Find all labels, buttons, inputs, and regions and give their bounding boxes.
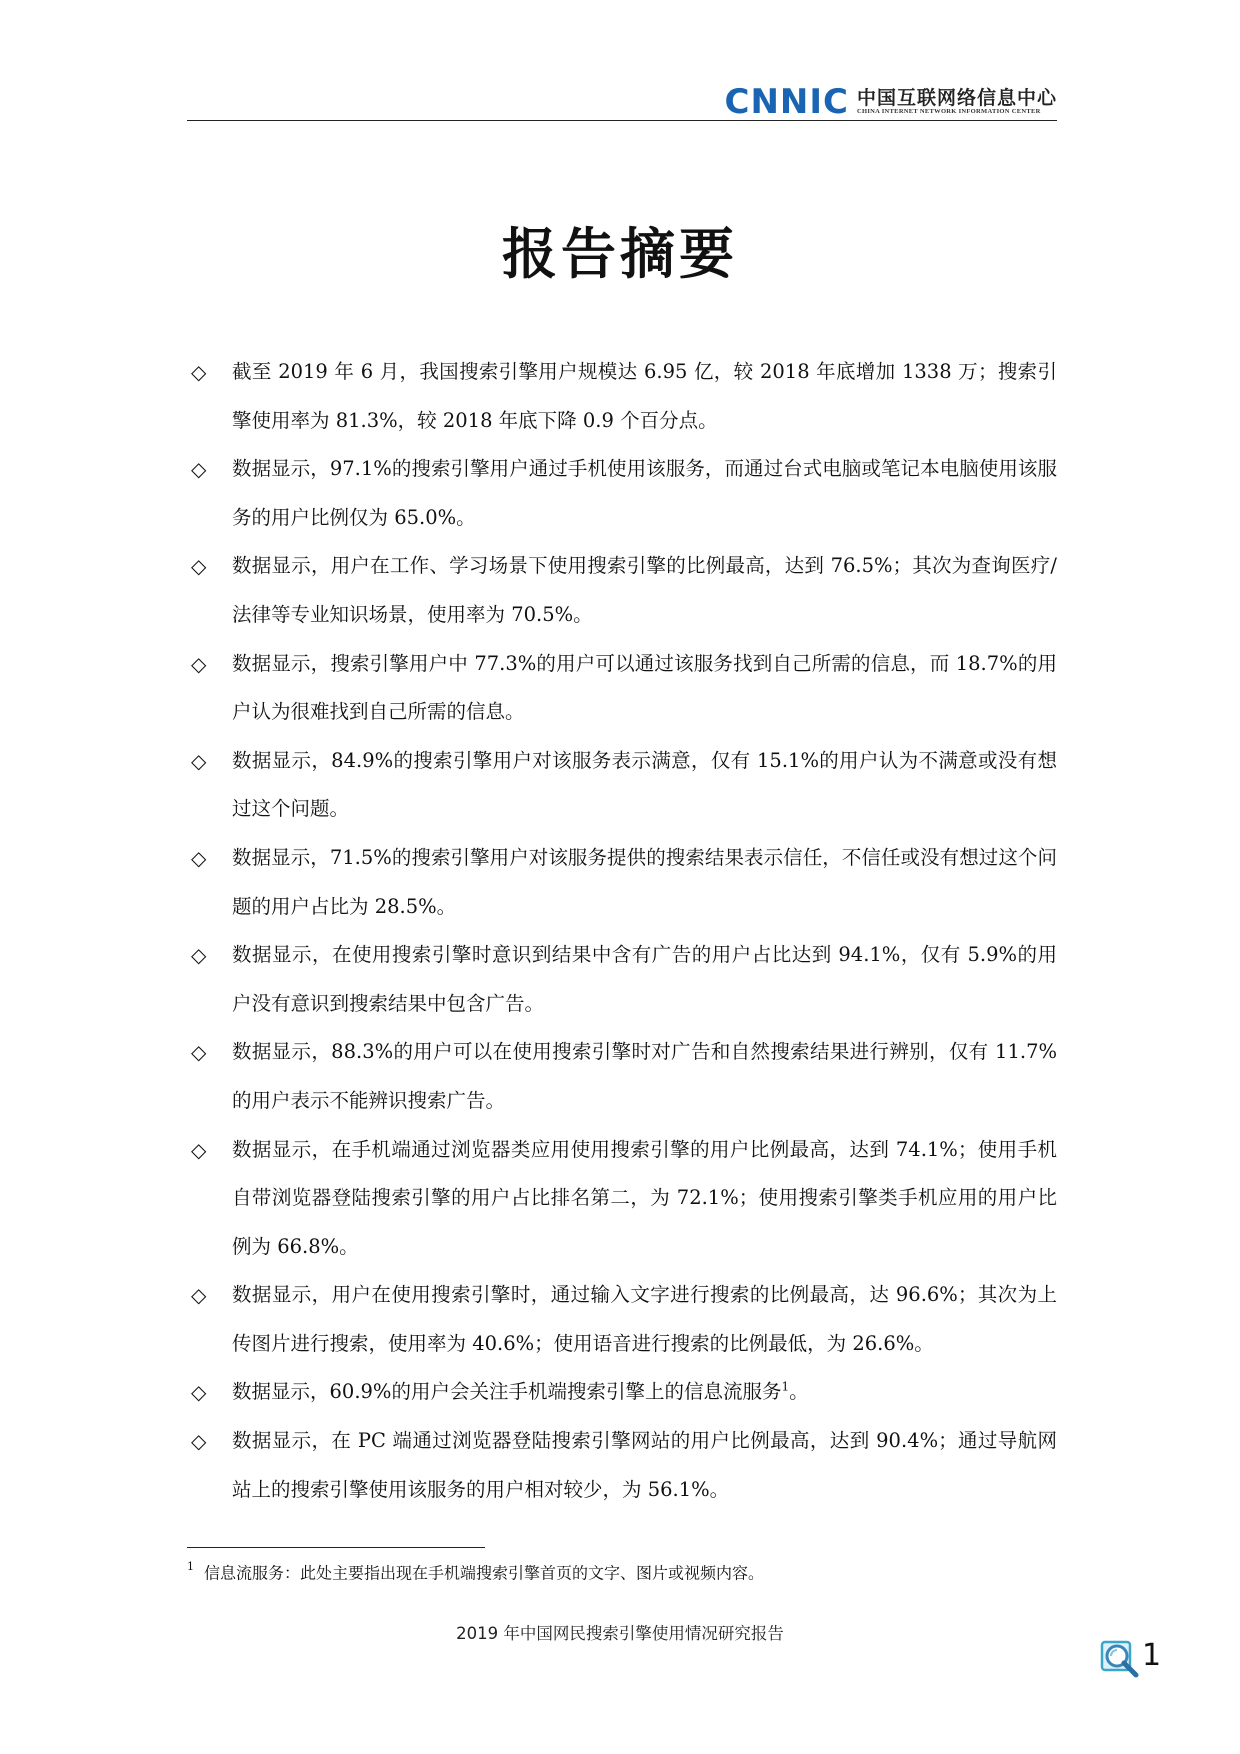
bullet-text: 数据显示，在使用搜索引擎时意识到结果中含有广告的用户占比达到 94.1%，仅有 5.9%的用户没有意识到搜索结果中包含广告。	[232, 943, 1057, 1015]
footnote	[187, 1556, 1057, 1586]
diamond-bullet-icon: ◇	[191, 845, 207, 870]
summary-bullet	[187, 542, 1057, 639]
summary-bullet	[187, 445, 1057, 542]
bullet-text: 数据显示，71.5%的搜索引擎用户对该服务提供的搜索结果表示信任，不信任或没有想过这个问题的用户占比为 28.5%。	[232, 845, 1057, 918]
summary-bullet	[187, 737, 1057, 834]
header-divider	[187, 120, 1057, 121]
footnote-divider	[187, 1547, 485, 1548]
bullet-text: 截至 2019 年 6 月，我国搜索引擎用户规模达 6.95 亿，较 2018 年底增加 1338 万；搜索引擎使用率为 81.3%，较 2018 年底下降 0.9 个百分点。	[232, 360, 1057, 432]
summary-bullet	[187, 1368, 1057, 1417]
summary-bullet	[187, 931, 1057, 1028]
bullet-text: 数据显示，搜索引擎用户中 77.3%的用户可以通过该服务找到自己所需的信息，而 18.7%的用户认为很难找到自己所需的信息。	[232, 651, 1057, 724]
diamond-bullet-icon: ◇	[191, 1380, 207, 1405]
bullet-text: 数据显示，84.9%的搜索引擎用户对该服务表示满意，仅有 15.1%的用户认为不满意或没有想过这个问题。	[232, 748, 1057, 821]
bullet-text: 数据显示，97.1%的搜索引擎用户通过手机使用该服务，而通过台式电脑或笔记本电脑使用该服务的用户比例仅为 65.0%。	[232, 457, 1057, 529]
page-header	[187, 82, 1057, 122]
footnote-reference: 1	[781, 1379, 790, 1394]
diamond-bullet-icon: ◇	[191, 651, 207, 676]
diamond-bullet-icon: ◇	[191, 1137, 207, 1162]
summary-bullet	[187, 1271, 1057, 1368]
summary-bullet	[187, 640, 1057, 737]
diamond-bullet-icon: ◇	[191, 1429, 207, 1454]
diamond-bullet-icon: ◇	[191, 554, 207, 579]
footer-report-title: 2019 年中国网民搜索引擎使用情况研究报告	[456, 1624, 784, 1643]
logo-chinese-name: 中国互联网络信息中心	[856, 87, 1057, 109]
bullet-text: 数据显示，60.9%的用户会关注手机端搜索引擎上的信息流服务	[232, 1380, 782, 1404]
footnote-marker: 1	[187, 1560, 194, 1573]
summary-bullet	[187, 1126, 1057, 1272]
bullet-text: 数据显示，在手机端通过浏览器类应用使用搜索引擎的用户比例最高，达到 74.1%；使用手机自带浏览器登陆搜索引擎的用户占比排名第二，为 72.1%；使用搜索引擎类手机应用的用户比例为 66.8%。	[232, 1137, 1057, 1258]
logo-english-name: CHINA INTERNET NETWORK INFORMATION CENTER	[856, 108, 1041, 115]
page-title: 报告摘要	[501, 221, 738, 286]
diamond-bullet-icon: ◇	[191, 943, 207, 968]
bullet-text: 数据显示，用户在使用搜索引擎时，通过输入文字进行搜索的比例最高，达 96.6%；其次为上传图片进行搜索，使用率为 40.6%；使用语音进行搜索的比例最低，为 26.6%。	[232, 1283, 1057, 1355]
page-number: 1	[1142, 1638, 1162, 1673]
diamond-bullet-icon: ◇	[191, 360, 207, 384]
logo-mark: CNNIC	[724, 82, 849, 122]
summary-list	[187, 348, 1057, 1514]
summary-bullet	[187, 348, 1057, 445]
bullet-text: 数据显示，用户在工作、学习场景下使用搜索引擎的比例最高，达到 76.5%；其次为查询医疗/法律等专业知识场景，使用率为 70.5%。	[232, 554, 1057, 626]
summary-bullet	[187, 1417, 1057, 1514]
search-magnifier-icon	[1100, 1638, 1144, 1682]
diamond-bullet-icon: ◇	[191, 748, 207, 773]
footnote-text: 信息流服务：此处主要指出现在手机端搜索引擎首页的文字、图片或视频内容。	[204, 1563, 765, 1583]
bullet-text: 数据显示，88.3%的用户可以在使用搜索引擎时对广告和自然搜索结果进行辨别，仅有 11.7%的用户表示不能辨识搜索广告。	[232, 1040, 1057, 1112]
logo-text	[857, 88, 1057, 116]
summary-bullet	[187, 1028, 1057, 1125]
diamond-bullet-icon: ◇	[191, 1283, 207, 1308]
diamond-bullet-icon: ◇	[191, 457, 207, 482]
bullet-text-tail: 。	[789, 1380, 809, 1404]
summary-bullet	[187, 834, 1057, 931]
cnnic-logo	[725, 82, 1057, 122]
diamond-bullet-icon: ◇	[191, 1040, 207, 1065]
bullet-text: 数据显示，在 PC 端通过浏览器登陆搜索引擎网站的用户比例最高，达到 90.4%；通过导航网站上的搜索引擎使用该服务的用户相对较少，为 56.1%。	[232, 1429, 1057, 1501]
